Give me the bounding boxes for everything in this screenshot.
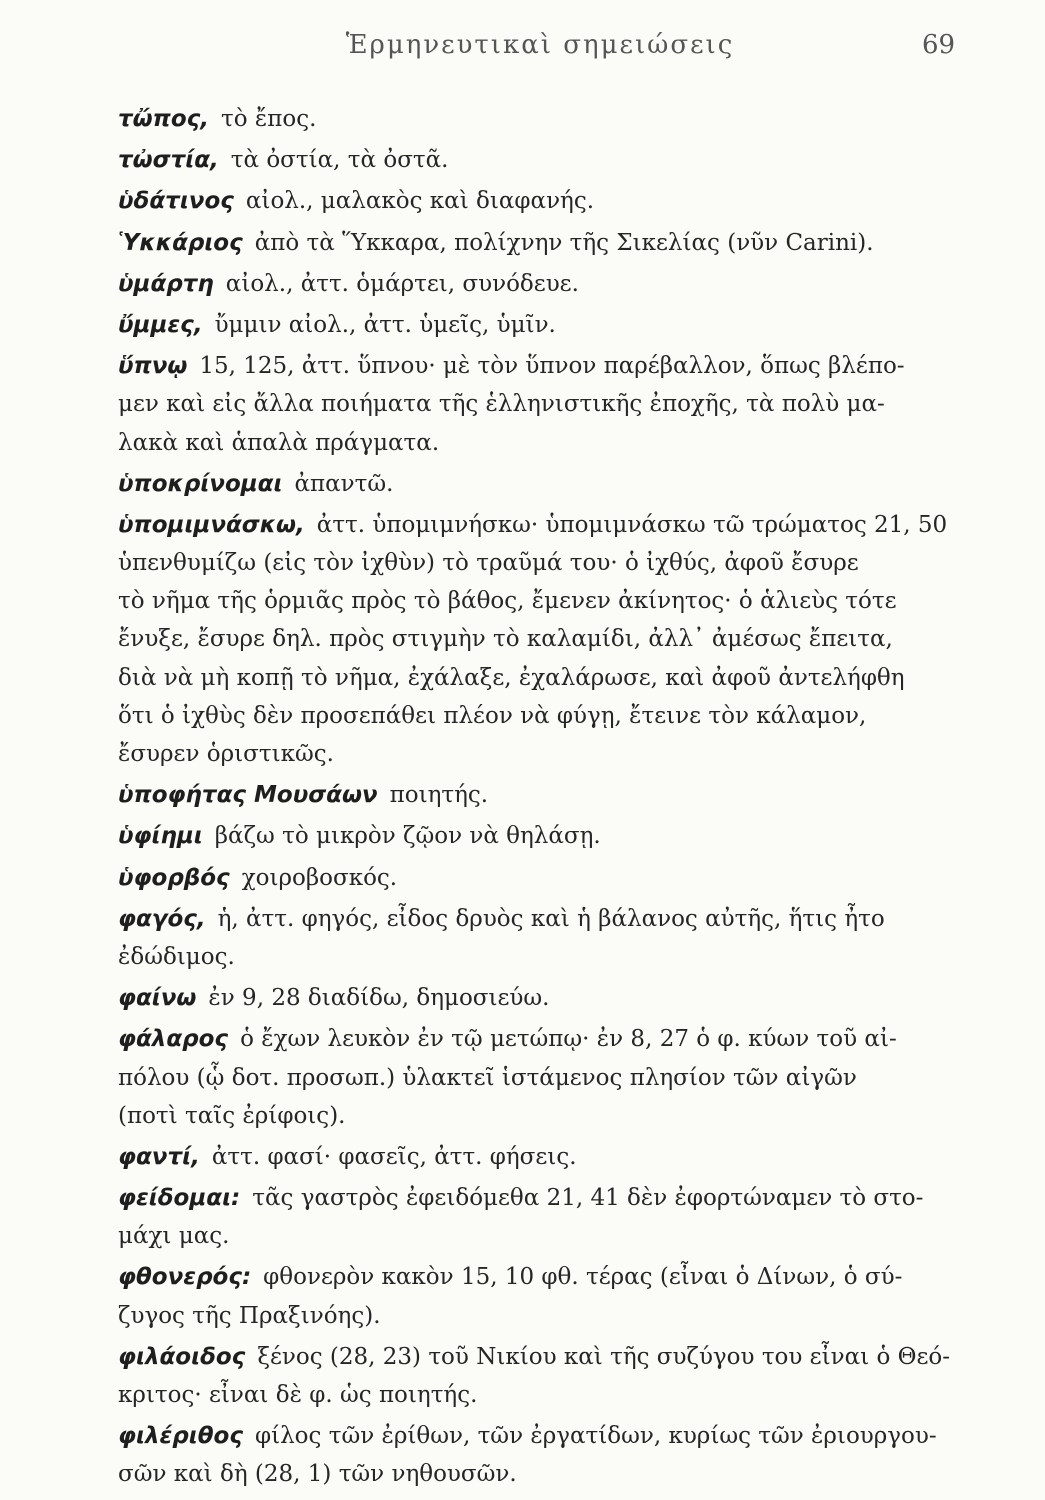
- entry-text: ἐδώδιμος.: [118, 943, 235, 970]
- entry-continuation-line: [118, 544, 968, 582]
- entry-headword: ὑδάτινος: [118, 188, 234, 215]
- entry-text: τὸ νῆμα τῆς ὁρμιᾶς πρὸς τὸ βάθος, ἔμενεν ἀκίνητος· ὁ ἁλιεὺς τότε: [118, 588, 897, 615]
- glossary-entry: [118, 1138, 968, 1176]
- entry-text: ἔνυξε, ἔσυρε δηλ. πρὸς στιγμὴν τὸ καλαμίδι, ἀλλ᾽ ἀμέσως ἔπειτα,: [118, 626, 893, 653]
- entry-first-line: [118, 506, 968, 544]
- entry-headword: ὔμμες,: [118, 311, 203, 338]
- entry-continuation-line: [118, 1455, 968, 1493]
- glossary-entry: [118, 979, 968, 1017]
- entry-text: λακὰ καὶ ἁπαλὰ πράγματα.: [118, 429, 440, 456]
- entry-headword: φαντί,: [118, 1143, 200, 1170]
- glossary-entry: [118, 859, 968, 897]
- entry-headword: ὑμάρτη: [118, 270, 214, 297]
- entry-text: ὁ ἔχων λευκὸν ἐν τῷ μετώπῳ· ἐν 8, 27 ὁ φ. κύων τοῦ αἰ-: [240, 1026, 897, 1053]
- entry-continuation-line: [118, 385, 968, 423]
- entry-text: ὅτι ὁ ἰχθὺς δὲν προσεπάθει πλέον νὰ φύγῃ, ἔτεινε τὸν κάλαμον,: [118, 702, 867, 729]
- glossary-entry: [118, 306, 968, 344]
- entry-continuation-line: [118, 697, 968, 735]
- entry-text: φίλος τῶν ἐρίθων, τῶν ἐργατίδων, κυρίως τῶν ἐριουργου-: [254, 1423, 937, 1450]
- entry-continuation-line: [118, 735, 968, 773]
- glossary-entry: [118, 182, 968, 220]
- glossary-entry: [118, 817, 968, 855]
- entry-continuation-line: [118, 1217, 968, 1255]
- entry-headword: φείδομαι:: [118, 1185, 241, 1212]
- entry-text: βάζω τὸ μικρὸν ζῷον νὰ θηλάσῃ.: [214, 823, 601, 850]
- entry-headword: ὑφίημι: [118, 823, 203, 850]
- entry-first-line: [118, 1138, 968, 1176]
- glossary-entry: [118, 1179, 968, 1255]
- entry-first-line: [118, 859, 968, 897]
- page-header: [0, 30, 1045, 70]
- entry-text: ἀττ. φασί· φασεῖς, ἀττ. φήσεις.: [211, 1143, 577, 1170]
- entry-headword: τὤπος,: [118, 106, 210, 132]
- glossary-entry: [118, 100, 968, 138]
- entry-first-line: [118, 1179, 968, 1217]
- entry-text: ξένος (28, 23) τοῦ Νικίου καὶ τῆς συζύγου του εἶναι ὁ Θεό-: [257, 1343, 951, 1370]
- entry-first-line: [118, 776, 968, 814]
- entry-continuation-line: [118, 938, 968, 976]
- glossary-entry: [118, 1417, 968, 1493]
- glossary-entry: [118, 141, 968, 179]
- entry-continuation-line: [118, 1376, 968, 1414]
- glossary-entry: [118, 224, 968, 262]
- entry-text: σῶν καὶ δὴ (28, 1) τῶν νηθουσῶν.: [118, 1461, 517, 1488]
- running-title: Ἑρμηνευτικαὶ σημειώσεις: [345, 30, 735, 60]
- entry-headword: φθονερός:: [118, 1264, 252, 1291]
- glossary-entries: [118, 100, 968, 1497]
- glossary-entry: [118, 1020, 968, 1135]
- glossary-entry: [118, 506, 968, 773]
- entry-text: τὰ ὀστία, τὰ ὀστᾶ.: [230, 147, 449, 174]
- entry-continuation-line: [118, 424, 968, 462]
- entry-continuation-line: [118, 620, 968, 658]
- entry-text: διὰ νὰ μὴ κοπῇ τὸ νῆμα, ἐχάλαξε, ἐχαλάρωσε, καὶ ἀφοῦ ἀντελήφθη: [118, 664, 905, 691]
- entry-headword: ὑφορβός: [118, 864, 230, 891]
- entry-headword: τὠστία,: [118, 147, 219, 174]
- entry-continuation-line: [118, 1097, 968, 1135]
- entry-continuation-line: [118, 582, 968, 620]
- entry-text: ποιητής.: [389, 782, 489, 809]
- entry-headword: φαίνω: [118, 985, 197, 1012]
- entry-text: αἰολ., μαλακὸς καὶ διαφανής.: [245, 188, 595, 215]
- entry-first-line: [118, 465, 968, 503]
- glossary-entry: [118, 265, 968, 303]
- entry-text: 15, 125, ἀττ. ὕπνου· μὲ τὸν ὕπνον παρέβαλλον, ὅπως βλέπο-: [199, 353, 905, 380]
- glossary-entry: [118, 1338, 968, 1414]
- entry-first-line: [118, 141, 968, 179]
- entry-text: πόλου (ᾧ δοτ. προσωπ.) ὑλακτεῖ ἱστάμενος πλησίον τῶν αἰγῶν: [118, 1064, 857, 1091]
- entry-text: ἀττ. ὑπομιμνήσκω· ὑπομιμνάσκω τῶ τρώματος 21, 50: [316, 511, 948, 538]
- entry-continuation-line: [118, 1059, 968, 1097]
- entry-first-line: [118, 979, 968, 1017]
- entry-text: (ποτὶ ταῖς ἐρίφοις).: [118, 1102, 346, 1129]
- entry-first-line: [118, 1020, 968, 1058]
- entry-headword: φιλάοιδος: [118, 1343, 246, 1370]
- entry-first-line: [118, 347, 968, 385]
- entry-headword: φαγός,: [118, 905, 206, 932]
- glossary-entry: [118, 465, 968, 503]
- entry-text: ἀπαντῶ.: [294, 470, 394, 497]
- entry-continuation-line: [118, 1297, 968, 1335]
- entry-headword: φάλαρος: [118, 1026, 229, 1053]
- entry-text: τὸ ἔπος.: [221, 106, 317, 132]
- entry-headword: φιλέριθος: [118, 1423, 243, 1450]
- glossary-entry: [118, 347, 968, 462]
- entry-text: αἰολ., ἀττ. ὁμάρτει, συνόδευε.: [225, 270, 579, 297]
- entry-first-line: [118, 900, 968, 938]
- entry-first-line: [118, 306, 968, 344]
- page-number: 69: [922, 30, 956, 60]
- entry-text: ὑπενθυμίζω (εἰς τὸν ἰχθὺν) τὸ τραῦμά του· ὁ ἰχθύς, ἀφοῦ ἔσυρε: [118, 550, 859, 577]
- entry-text: μεν καὶ εἰς ἄλλα ποιήματα τῆς ἑλληνιστικῆς ἐποχῆς, τὰ πολὺ μα-: [118, 391, 885, 418]
- entry-text: φθονερὸν κακὸν 15, 10 φθ. τέρας (εἶναι ὁ Δίνων, ὁ σύ-: [263, 1264, 903, 1291]
- glossary-entry: [118, 1258, 968, 1334]
- entry-first-line: [118, 100, 968, 138]
- entry-text: χοιροβοσκός.: [241, 864, 398, 891]
- entry-text: ζυγος τῆς Πραξινόης).: [118, 1302, 381, 1329]
- entry-first-line: [118, 265, 968, 303]
- entry-first-line: [118, 1417, 968, 1455]
- entry-headword: ὑποκρίνομαι: [118, 470, 283, 497]
- entry-text: μάχι μας.: [118, 1223, 230, 1250]
- glossary-entry: [118, 900, 968, 976]
- entry-text: ἀπὸ τὰ Ὕκκαρα, πολίχνην τῆς Σικελίας (νῦν Carini).: [254, 229, 874, 256]
- entry-headword: ὑπομιμνάσκω,: [118, 511, 305, 538]
- entry-first-line: [118, 1338, 968, 1376]
- entry-first-line: [118, 1258, 968, 1296]
- entry-headword: ὑποφήτας Μουσάων: [118, 782, 378, 809]
- entry-first-line: [118, 224, 968, 262]
- entry-text: ὔμμιν αἰολ., ἀττ. ὑμεῖς, ὑμῖν.: [214, 311, 556, 338]
- glossary-entry: [118, 776, 968, 814]
- entry-headword: Ὑκκάριος: [118, 229, 243, 256]
- entry-text: ἡ, ἀττ. φηγός, εἶδος δρυὸς καὶ ἡ βάλανος αὐτῆς, ἥτις ἦτο: [217, 905, 885, 932]
- entry-first-line: [118, 182, 968, 220]
- entry-first-line: [118, 817, 968, 855]
- entry-text: τᾶς γαστρὸς ἐφειδόμεθα 21, 41 δὲν ἐφορτώναμεν τὸ στο-: [252, 1185, 924, 1212]
- entry-text: κριτος· εἶναι δὲ φ. ὡς ποιητής.: [118, 1382, 478, 1408]
- entry-text: ἐν 9, 28 διαδίδω, δημοσιεύω.: [208, 985, 550, 1012]
- entry-headword: ὕπνῳ: [118, 353, 188, 380]
- entry-continuation-line: [118, 659, 968, 697]
- entry-text: ἔσυρεν ὁριστικῶς.: [118, 741, 334, 767]
